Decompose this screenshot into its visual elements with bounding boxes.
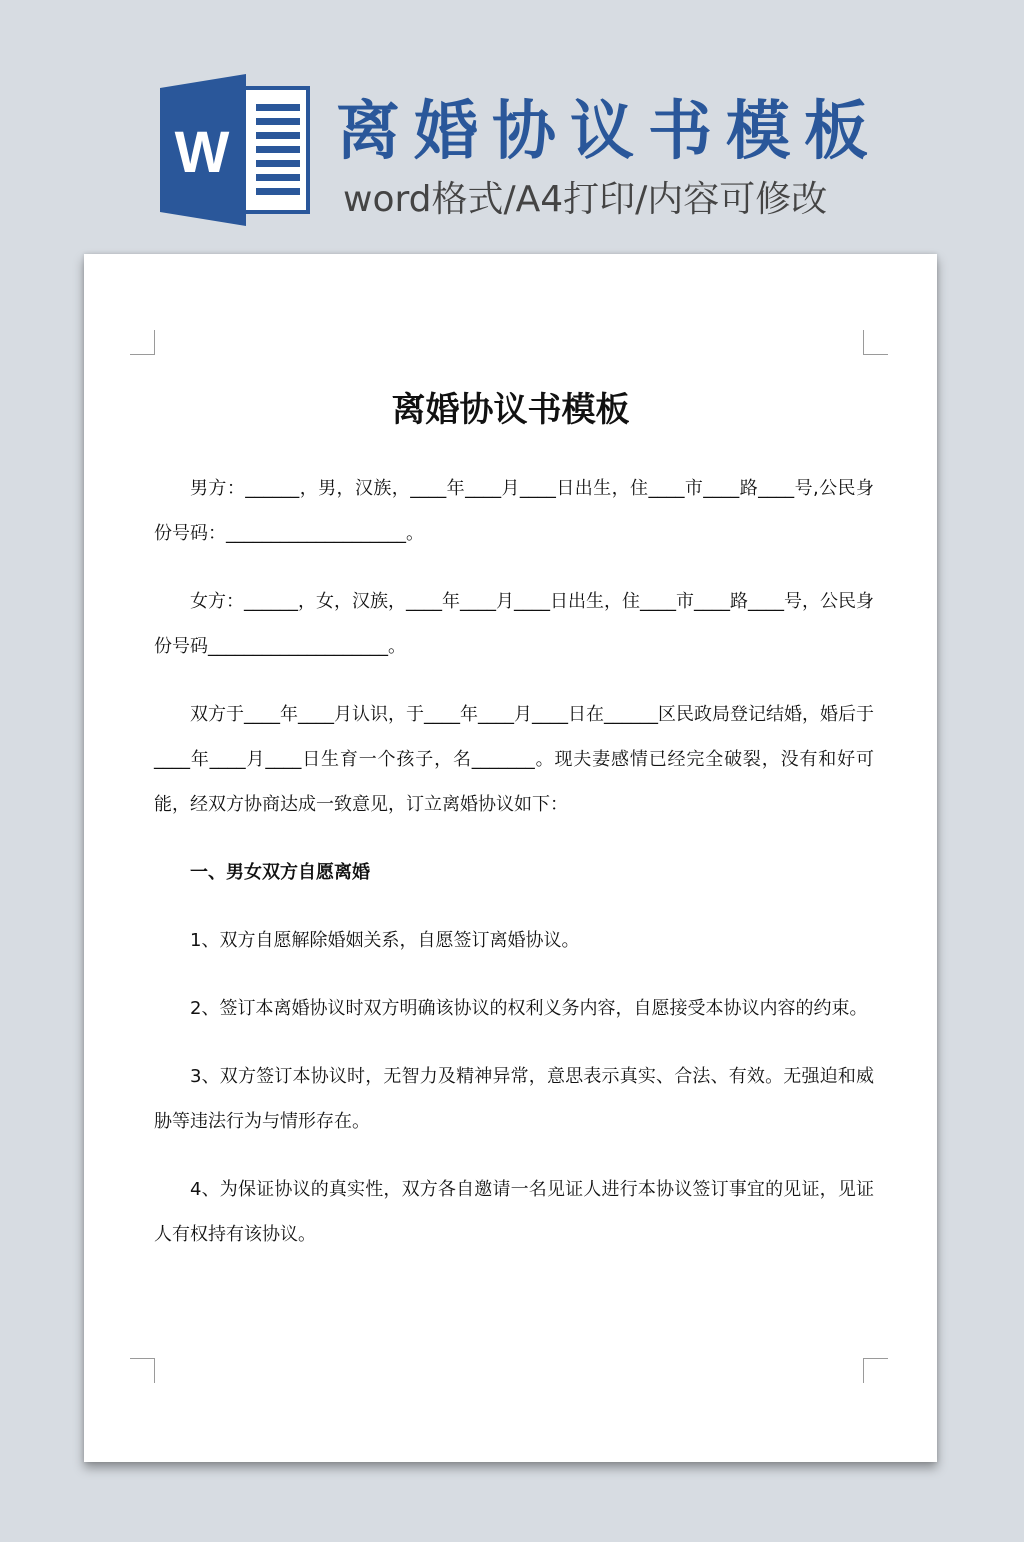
paragraph-female-party: 女方：______，女，汉族，____年____月____日出生，住____市____路____号，公民身份号码____________________。 [154,591,874,657]
paragraph-male-party: 男方：______，男，汉族，____年____月____日出生，住____市____路____号,公民身份号码：____________________。 [154,478,874,544]
document-body [154,466,874,1280]
clause-2: 2、签订本离婚协议时双方明确该协议的权利义务内容，自愿接受本协议内容的约束。 [190,998,868,1019]
crop-mark-bottom-left [130,1358,155,1383]
banner [0,0,1024,250]
crop-mark-top-left [130,330,155,355]
word-logo-letter: W [174,120,230,185]
document-title: 离婚协议书模板 [391,390,630,430]
crop-mark-top-right [863,330,888,355]
document-page [84,254,937,1462]
crop-mark-bottom-right [863,1358,888,1383]
clause-3: 3、双方签订本协议时，无智力及精神异常，意思表示真实、合法、有效。无强迫和威胁等违法行为与情形存在。 [154,1066,874,1132]
paragraph-background: 双方于____年____月认识，于____年____月____日在______区民政局登记结婚，婚后于____年____月____日生育一个孩子，名_______。现夫妻感情已经完全破裂，没有和好可能，经双方协商达成一致意见，订立离婚协议如下： [154,704,874,815]
clause-1: 1、双方自愿解除婚姻关系，自愿签订离婚协议。 [190,930,580,951]
section-heading: 一、男女双方自愿离婚 [190,862,370,883]
clause-4: 4、为保证协议的真实性，双方各自邀请一名见证人进行本协议签订事宜的见证，见证人有权持有该协议。 [154,1179,874,1245]
banner-subtitle: word格式/A4打印/内容可修改 [343,179,828,220]
banner-title: 离婚协议书模板 [336,95,882,169]
word-logo-icon [158,74,310,226]
